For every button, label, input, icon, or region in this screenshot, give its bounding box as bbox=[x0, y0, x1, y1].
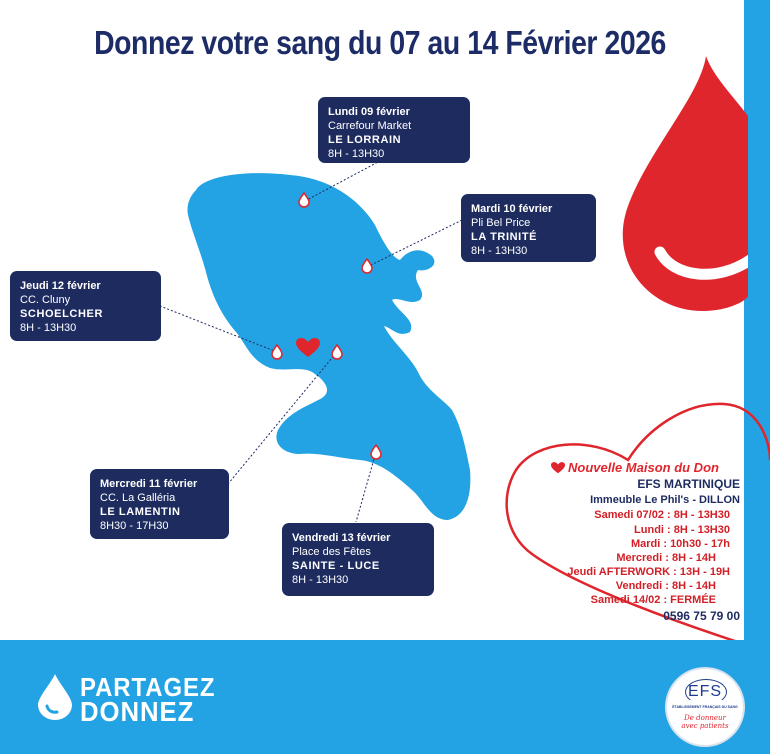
location-card-trinite bbox=[461, 194, 596, 262]
location-day: Mardi 10 février bbox=[471, 203, 553, 215]
efs-logo-text: EFS bbox=[687, 683, 723, 700]
tagline-line2: DONNEZ bbox=[80, 696, 195, 727]
heart-icon bbox=[296, 338, 320, 358]
hours-line: Mercredi : 8H - 14H bbox=[616, 552, 716, 564]
location-city: LE LAMENTIN bbox=[100, 506, 181, 518]
efs-slogan-line2: avec patients bbox=[681, 722, 729, 730]
location-card-lamentin bbox=[90, 469, 229, 539]
location-venue: CC. La Galléria bbox=[100, 492, 176, 504]
location-hours: 8H30 - 17H30 bbox=[100, 520, 169, 532]
location-day: Lundi 09 février bbox=[328, 106, 410, 118]
tagline-line1: PARTAGEZ bbox=[80, 672, 216, 702]
location-day: Mercredi 11 février bbox=[100, 478, 198, 490]
location-card-sainte-luce bbox=[282, 523, 434, 596]
map-pin-icon bbox=[298, 192, 310, 208]
location-city: SAINTE - LUCE bbox=[292, 560, 380, 572]
maison-org: EFS MARTINIQUE bbox=[637, 477, 740, 491]
location-venue: Place des Fêtes bbox=[292, 546, 371, 558]
location-card-lorrain bbox=[318, 97, 470, 163]
location-hours: 8H - 13H30 bbox=[328, 148, 385, 160]
location-venue: CC. Cluny bbox=[20, 294, 71, 306]
hours-line: Samedi 07/02 : 8H - 13H30 bbox=[594, 509, 730, 521]
maison-title: Nouvelle Maison du Don bbox=[568, 460, 719, 475]
heart-icon bbox=[551, 462, 565, 474]
footer-band bbox=[0, 640, 770, 754]
map-pin-icon bbox=[271, 344, 283, 360]
efs-subtitle: ÉTABLISSEMENT FRANÇAIS DU SANG bbox=[672, 705, 738, 709]
location-venue: Carrefour Market bbox=[328, 120, 412, 132]
map-pin-icon bbox=[361, 258, 373, 274]
location-hours: 8H - 13H30 bbox=[292, 574, 349, 586]
location-day: Jeudi 12 février bbox=[20, 280, 101, 292]
location-hours: 8H - 13H30 bbox=[20, 322, 77, 334]
hours-line: Vendredi : 8H - 14H bbox=[615, 580, 716, 592]
map-pin-icon bbox=[331, 344, 343, 360]
hours-line: Jeudi AFTERWORK : 13H - 19H bbox=[567, 566, 730, 578]
efs-logo-badge bbox=[667, 669, 743, 745]
maison-phone: 0596 75 79 00 bbox=[663, 609, 740, 623]
location-hours: 8H - 13H30 bbox=[471, 245, 528, 257]
location-city: LE LORRAIN bbox=[328, 134, 402, 146]
drop-icon bbox=[36, 673, 74, 721]
location-venue: Pli Bel Price bbox=[471, 217, 531, 229]
map-pin-icon bbox=[370, 444, 382, 460]
maison-address: Immeuble Le Phil's - DILLON bbox=[590, 494, 740, 506]
location-card-schoelcher bbox=[10, 271, 161, 341]
page-title: Donnez votre sang du 07 au 14 Février 2026 bbox=[94, 24, 666, 61]
hours-line: Samedi 14/02 : FERMÉE bbox=[590, 594, 716, 606]
hours-line: Mardi : 10h30 - 17h bbox=[630, 538, 730, 550]
location-day: Vendredi 13 février bbox=[292, 532, 391, 544]
efs-slogan-line1: De donneur bbox=[684, 714, 726, 722]
efs-slogan bbox=[671, 714, 739, 730]
hours-line: Lundi : 8H - 13H30 bbox=[634, 524, 730, 536]
location-city: LA TRINITÉ bbox=[471, 231, 538, 243]
location-city: SCHOELCHER bbox=[20, 308, 104, 320]
